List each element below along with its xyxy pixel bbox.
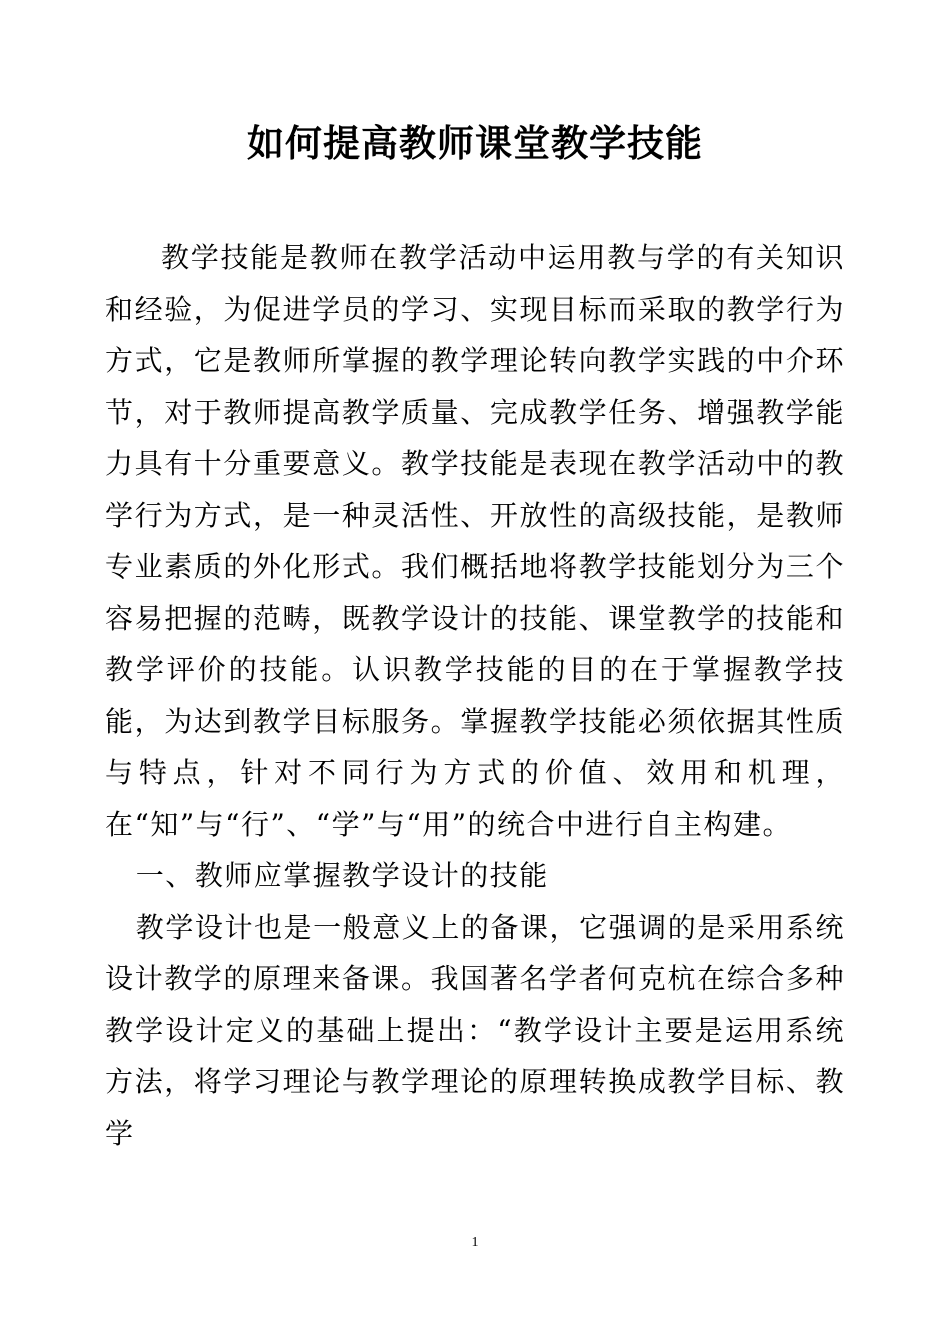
intro-paragraph: 教学技能是教师在教学活动中运用教与学的有关知识和经验，为促进学员的学习、实现目标而采取的教学行为方式，它是教师所掌握的教学理论转向教学实践的中介环节，对于教师提高教学质量、完成教学任务、增强教学能力具有十分重要意义。教学技能是表现在教学活动中的教学行为方式，是一种灵活性、开放性的高级技能，是教师专业素质的外化形式。我们概括地将教学技能划分为三个容易把握的范畴，既教学设计的技能、课堂教学的技能和教学评价的技能。认识教学技能的目的在于掌握教学技能，为达到教学目标服务。掌握教学技能必须依据其性质与特点，针对不同行为方式的价值、效用和机理，在“知”与“行”、“学”与“用”的统合中进行自主构建。: [105, 241, 845, 841]
section-paragraph: 教学设计也是一般意义上的备课，它强调的是采用系统设计教学的原理来备课。我国著名学者何克杭在综合多种教学设计定义的基础上提出：“教学设计主要是运用系统方法，将学习理论与教学理论的原理转换成教学目标、教学: [105, 910, 845, 1150]
page-number: 1: [471, 1235, 479, 1250]
document-body: [105, 232, 845, 1159]
section-heading: 一、教师应掌握教学设计的技能: [135, 859, 549, 892]
document-title: 如何提高教师课堂教学技能: [247, 121, 703, 165]
